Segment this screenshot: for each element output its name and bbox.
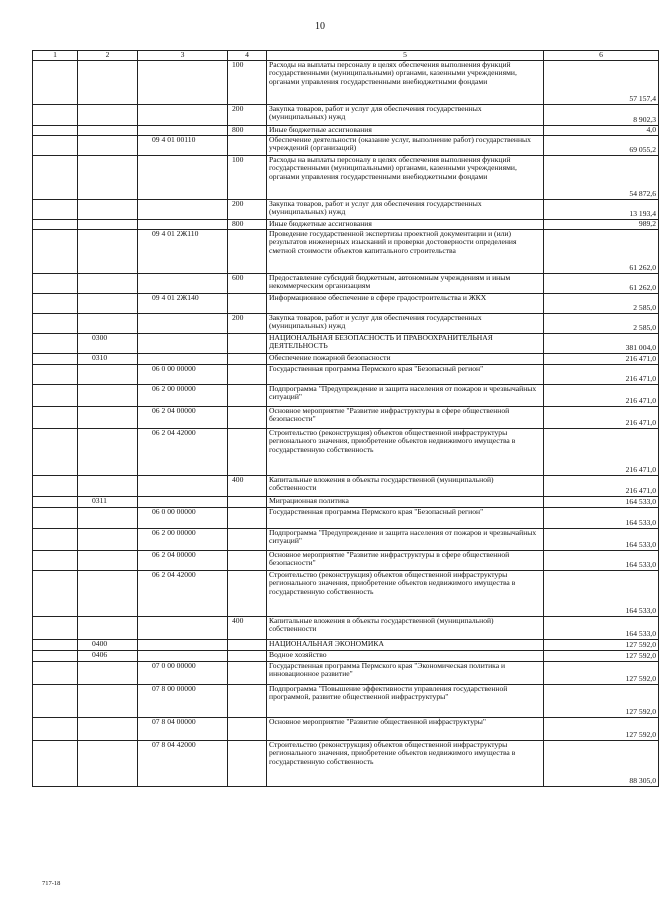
table-row	[33, 740, 659, 786]
amount-cell: 88 305,0	[544, 740, 659, 786]
table-row	[33, 364, 659, 384]
description-cell: Подпрограмма "Предупреждение и защита населения от пожаров и чрезвычайных ситуаций"	[267, 384, 544, 406]
amount-cell: 164 533,0	[544, 496, 659, 507]
section-cell	[33, 125, 78, 135]
description-cell: Капитальные вложения в объекты государственной (муниципальной) собственности	[267, 475, 544, 496]
amount-cell: 216 471,0	[544, 384, 659, 406]
amount-cell: 216 471,0	[544, 364, 659, 384]
section-cell	[33, 496, 78, 507]
expense-type-cell: 600	[228, 273, 267, 293]
section-cell	[33, 406, 78, 428]
amount-cell: 164 533,0	[544, 528, 659, 550]
subsection-cell	[78, 661, 138, 684]
amount-cell: 54 872,6	[544, 155, 659, 199]
header-col-3: 3	[138, 51, 228, 61]
section-cell	[33, 661, 78, 684]
table-row	[33, 155, 659, 199]
amount-cell: 164 533,0	[544, 616, 659, 639]
amount-cell: 216 471,0	[544, 353, 659, 364]
amount-cell: 2 585,0	[544, 313, 659, 333]
table-row	[33, 219, 659, 229]
description-cell: Строительство (реконструкция) объектов общественной инфраструктуры регионального значения, приобретение объектов недвижимого имущества в государственную собственность	[267, 428, 544, 475]
section-cell	[33, 273, 78, 293]
target-article-cell	[138, 60, 228, 104]
amount-cell: 61 262,0	[544, 229, 659, 273]
expense-type-cell: 400	[228, 616, 267, 639]
expense-type-cell	[228, 740, 267, 786]
subsection-cell	[78, 550, 138, 570]
amount-cell: 164 533,0	[544, 570, 659, 616]
section-cell	[33, 104, 78, 125]
header-col-1: 1	[33, 51, 78, 61]
budget-table	[32, 50, 659, 787]
section-cell	[33, 384, 78, 406]
table-row	[33, 60, 659, 104]
target-article-cell: 09 4 01 00110	[138, 135, 228, 155]
target-article-cell	[138, 155, 228, 199]
page-number: 10	[315, 21, 325, 32]
description-cell: Закупка товаров, работ и услуг для обеспечения государственных (муниципальных) нужд	[267, 104, 544, 125]
header-col-6: 6	[544, 51, 659, 61]
table-row	[33, 475, 659, 496]
description-cell: Предоставление субсидий бюджетным, автономным учреждениям и иным некоммерческим организациям	[267, 273, 544, 293]
target-article-cell: 09 4 01 2Ж140	[138, 293, 228, 313]
table-row	[33, 104, 659, 125]
header-col-2: 2	[78, 51, 138, 61]
subsection-cell	[78, 125, 138, 135]
section-cell	[33, 570, 78, 616]
target-article-cell	[138, 496, 228, 507]
amount-cell: 164 533,0	[544, 507, 659, 528]
expense-type-cell: 100	[228, 155, 267, 199]
expense-type-cell: 200	[228, 104, 267, 125]
table-row	[33, 353, 659, 364]
table-row	[33, 273, 659, 293]
subsection-cell	[78, 135, 138, 155]
section-cell	[33, 229, 78, 273]
description-cell: Проведение государственной экспертизы проектной документации и (или) результатов инженерных изысканий и проверки достоверности определения сметной стоимости объектов капитального строительства	[267, 229, 544, 273]
subsection-cell	[78, 60, 138, 104]
subsection-cell: 0300	[78, 333, 138, 353]
target-article-cell	[138, 273, 228, 293]
expense-type-cell	[228, 684, 267, 717]
description-cell: НАЦИОНАЛЬНАЯ ЭКОНОМИКА	[267, 639, 544, 650]
amount-cell: 216 471,0	[544, 475, 659, 496]
description-cell: Расходы на выплаты персоналу в целях обеспечения выполнения функций государственными (муниципальными) органами, казенными учреждениями, органами управления государственными внебюджетными фондами	[267, 60, 544, 104]
table-row	[33, 528, 659, 550]
footer-document-code: 717-18	[42, 880, 61, 887]
section-cell	[33, 199, 78, 219]
expense-type-cell: 800	[228, 125, 267, 135]
expense-type-cell	[228, 496, 267, 507]
section-cell	[33, 155, 78, 199]
subsection-cell: 0400	[78, 639, 138, 650]
table-row	[33, 428, 659, 475]
description-cell: Основное мероприятие "Развитие инфраструктуры в сфере общественной безопасности"	[267, 550, 544, 570]
amount-cell: 127 592,0	[544, 717, 659, 740]
expense-type-cell	[228, 507, 267, 528]
subsection-cell	[78, 406, 138, 428]
subsection-cell: 0310	[78, 353, 138, 364]
description-cell: Основное мероприятие "Развитие общественной инфраструктуры"	[267, 717, 544, 740]
table-row	[33, 406, 659, 428]
target-article-cell: 06 2 04 42000	[138, 428, 228, 475]
section-cell	[33, 528, 78, 550]
target-article-cell: 06 2 00 00000	[138, 384, 228, 406]
expense-type-cell	[228, 229, 267, 273]
expense-type-cell	[228, 550, 267, 570]
table-row	[33, 199, 659, 219]
amount-cell: 69 055,2	[544, 135, 659, 155]
table-row	[33, 616, 659, 639]
table-row	[33, 384, 659, 406]
expense-type-cell: 400	[228, 475, 267, 496]
subsection-cell	[78, 219, 138, 229]
subsection-cell: 0311	[78, 496, 138, 507]
description-cell: Миграционная политика	[267, 496, 544, 507]
target-article-cell	[138, 104, 228, 125]
amount-cell: 13 193,4	[544, 199, 659, 219]
amount-cell: 216 471,0	[544, 406, 659, 428]
section-cell	[33, 353, 78, 364]
subsection-cell	[78, 717, 138, 740]
section-cell	[33, 475, 78, 496]
subsection-cell	[78, 475, 138, 496]
description-cell: Строительство (реконструкция) объектов общественной инфраструктуры регионального значения, приобретение объектов недвижимого имущества в государственную собственность	[267, 740, 544, 786]
expense-type-cell	[228, 528, 267, 550]
expense-type-cell: 800	[228, 219, 267, 229]
budget-table-body	[33, 51, 659, 787]
header-col-5: 5	[267, 51, 544, 61]
target-article-cell: 07 0 00 00000	[138, 661, 228, 684]
subsection-cell	[78, 155, 138, 199]
amount-cell: 216 471,0	[544, 428, 659, 475]
description-cell: Подпрограмма "Предупреждение и защита населения от пожаров и чрезвычайных ситуаций"	[267, 528, 544, 550]
subsection-cell	[78, 428, 138, 475]
section-cell	[33, 293, 78, 313]
target-article-cell: 07 8 04 42000	[138, 740, 228, 786]
amount-cell: 8 902,3	[544, 104, 659, 125]
target-article-cell	[138, 199, 228, 219]
amount-cell: 381 004,0	[544, 333, 659, 353]
expense-type-cell	[228, 428, 267, 475]
section-cell	[33, 616, 78, 639]
table-row	[33, 550, 659, 570]
target-article-cell: 06 2 00 00000	[138, 528, 228, 550]
target-article-cell: 07 8 04 00000	[138, 717, 228, 740]
target-article-cell: 06 2 04 00000	[138, 406, 228, 428]
subsection-cell	[78, 293, 138, 313]
header-col-4: 4	[228, 51, 267, 61]
table-row	[33, 333, 659, 353]
amount-cell: 989,2	[544, 219, 659, 229]
subsection-cell	[78, 199, 138, 219]
target-article-cell: 06 0 00 00000	[138, 364, 228, 384]
target-article-cell: 06 0 00 00000	[138, 507, 228, 528]
subsection-cell	[78, 384, 138, 406]
target-article-cell	[138, 313, 228, 333]
target-article-cell: 07 8 00 00000	[138, 684, 228, 717]
subsection-cell	[78, 570, 138, 616]
target-article-cell: 06 2 04 00000	[138, 550, 228, 570]
table-row	[33, 661, 659, 684]
target-article-cell	[138, 219, 228, 229]
section-cell	[33, 60, 78, 104]
expense-type-cell: 200	[228, 199, 267, 219]
expense-type-cell	[228, 135, 267, 155]
expense-type-cell	[228, 406, 267, 428]
table-row	[33, 717, 659, 740]
subsection-cell	[78, 616, 138, 639]
target-article-cell: 09 4 01 2Ж110	[138, 229, 228, 273]
section-cell	[33, 507, 78, 528]
target-article-cell	[138, 475, 228, 496]
amount-cell: 127 592,0	[544, 661, 659, 684]
description-cell: Информационное обеспечение в сфере градостроительства и ЖКХ	[267, 293, 544, 313]
description-cell: НАЦИОНАЛЬНАЯ БЕЗОПАСНОСТЬ И ПРАВООХРАНИТЕЛЬНАЯ ДЕЯТЕЛЬНОСТЬ	[267, 333, 544, 353]
target-article-cell: 06 2 04 42000	[138, 570, 228, 616]
expense-type-cell	[228, 364, 267, 384]
target-article-cell	[138, 333, 228, 353]
description-cell: Водное хозяйство	[267, 650, 544, 661]
expense-type-cell	[228, 293, 267, 313]
section-cell	[33, 684, 78, 717]
description-cell: Государственная программа Пермского края "Безопасный регион"	[267, 507, 544, 528]
expense-type-cell	[228, 570, 267, 616]
subsection-cell	[78, 273, 138, 293]
expense-type-cell	[228, 661, 267, 684]
subsection-cell: 0406	[78, 650, 138, 661]
section-cell	[33, 550, 78, 570]
table-row	[33, 293, 659, 313]
section-cell	[33, 333, 78, 353]
description-cell: Обеспечение пожарной безопасности	[267, 353, 544, 364]
description-cell: Иные бюджетные ассигнования	[267, 219, 544, 229]
subsection-cell	[78, 229, 138, 273]
expense-type-cell	[228, 717, 267, 740]
table-row	[33, 650, 659, 661]
target-article-cell	[138, 650, 228, 661]
subsection-cell	[78, 104, 138, 125]
subsection-cell	[78, 528, 138, 550]
description-cell: Закупка товаров, работ и услуг для обеспечения государственных (муниципальных) нужд	[267, 199, 544, 219]
section-cell	[33, 364, 78, 384]
description-cell: Основное мероприятие "Развитие инфраструктуры в сфере общественной безопасности"	[267, 406, 544, 428]
expense-type-cell	[228, 639, 267, 650]
description-cell: Строительство (реконструкция) объектов общественной инфраструктуры регионального значения, приобретение объектов недвижимого имущества в государственную собственность	[267, 570, 544, 616]
target-article-cell	[138, 353, 228, 364]
expense-type-cell	[228, 650, 267, 661]
section-cell	[33, 639, 78, 650]
table-row	[33, 229, 659, 273]
amount-cell: 164 533,0	[544, 550, 659, 570]
expense-type-cell	[228, 333, 267, 353]
subsection-cell	[78, 507, 138, 528]
expense-type-cell: 100	[228, 60, 267, 104]
section-cell	[33, 135, 78, 155]
expense-type-cell: 200	[228, 313, 267, 333]
section-cell	[33, 650, 78, 661]
amount-cell: 127 592,0	[544, 639, 659, 650]
description-cell: Капитальные вложения в объекты государственной (муниципальной) собственности	[267, 616, 544, 639]
expense-type-cell	[228, 353, 267, 364]
description-cell: Обеспечение деятельности (оказание услуг, выполнение работ) государственных учреждений (организаций)	[267, 135, 544, 155]
amount-cell: 61 262,0	[544, 273, 659, 293]
section-cell	[33, 428, 78, 475]
table-row	[33, 135, 659, 155]
table-row	[33, 570, 659, 616]
description-cell: Государственная программа Пермского края "Безопасный регион"	[267, 364, 544, 384]
subsection-cell	[78, 313, 138, 333]
section-cell	[33, 313, 78, 333]
target-article-cell	[138, 125, 228, 135]
subsection-cell	[78, 684, 138, 717]
subsection-cell	[78, 364, 138, 384]
table-row	[33, 125, 659, 135]
description-cell: Расходы на выплаты персоналу в целях обеспечения выполнения функций государственными (муниципальными) органами, казенными учреждениями, органами управления государственными внебюджетными фондами	[267, 155, 544, 199]
description-cell: Подпрограмма "Повышение эффективности управления государственной программой, развитие общественной инфраструктуры"	[267, 684, 544, 717]
subsection-cell	[78, 740, 138, 786]
description-cell: Иные бюджетные ассигнования	[267, 125, 544, 135]
expense-type-cell	[228, 384, 267, 406]
table-header-row	[33, 51, 659, 61]
table-row	[33, 507, 659, 528]
section-cell	[33, 219, 78, 229]
table-row	[33, 639, 659, 650]
target-article-cell	[138, 639, 228, 650]
amount-cell: 127 592,0	[544, 650, 659, 661]
section-cell	[33, 717, 78, 740]
table-row	[33, 684, 659, 717]
amount-cell: 127 592,0	[544, 684, 659, 717]
table-row	[33, 496, 659, 507]
amount-cell: 2 585,0	[544, 293, 659, 313]
description-cell: Государственная программа Пермского края "Экономическая политика и инновационное развитие"	[267, 661, 544, 684]
table-row	[33, 313, 659, 333]
amount-cell: 4,0	[544, 125, 659, 135]
target-article-cell	[138, 616, 228, 639]
section-cell	[33, 740, 78, 786]
description-cell: Закупка товаров, работ и услуг для обеспечения государственных (муниципальных) нужд	[267, 313, 544, 333]
amount-cell: 57 157,4	[544, 60, 659, 104]
